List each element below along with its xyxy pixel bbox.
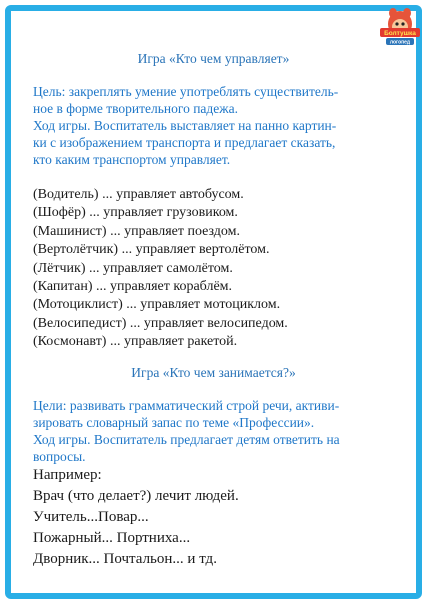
game1-goal-line: Цель: закреплять умение употреблять существитель- bbox=[33, 84, 339, 99]
game2-examples bbox=[33, 465, 403, 570]
game1-title: Игра «Кто чем управляет» bbox=[137, 51, 290, 66]
game2-title: Игра «Кто чем занимается?» bbox=[131, 365, 296, 380]
svg-text:логопед: логопед bbox=[389, 39, 411, 46]
game2-goal-line: Ход игры. Воспитатель предлагает детям ответить на bbox=[33, 432, 340, 447]
game2-goal bbox=[33, 397, 403, 465]
boltushka-logo bbox=[379, 4, 421, 48]
example-line: Например: bbox=[33, 467, 102, 483]
example-line: Пожарный... Портниха... bbox=[33, 530, 191, 546]
list-item: (Шофёр) ... управляет грузовиком. bbox=[33, 205, 238, 221]
list-item: (Космонавт) ... управляет ракетой. bbox=[33, 334, 238, 350]
game1-list bbox=[33, 186, 403, 352]
game1-goal-line: ки с изображением транспорта и предлагает сказать, bbox=[33, 135, 336, 150]
list-item: (Лётчик) ... управляет самолётом. bbox=[33, 260, 233, 276]
game2-goal-line: вопросы. bbox=[33, 449, 86, 464]
example-line: Учитель...Повар... bbox=[33, 509, 149, 525]
list-item: (Вертолётчик) ... управляет вертолётом. bbox=[33, 242, 270, 258]
game1-goal bbox=[33, 83, 403, 168]
list-item: (Велосипедист) ... управляет велосипедом. bbox=[33, 315, 288, 331]
game2-goal-line: зировать словарный запас по теме «Профессии». bbox=[33, 415, 315, 430]
svg-text:Болтушка: Болтушка bbox=[384, 30, 416, 37]
game2-goal-line: Цели: развивать грамматический строй речи, активи- bbox=[33, 398, 340, 413]
game1-goal-line: кто каким транспортом управляет. bbox=[33, 152, 231, 167]
list-item: (Машинист) ... управляет поездом. bbox=[33, 223, 241, 239]
list-item: (Мотоциклист) ... управляет мотоциклом. bbox=[33, 297, 281, 313]
list-item: (Водитель) ... управляет автобусом. bbox=[33, 187, 244, 202]
list-item: (Капитан) ... управляет кораблём. bbox=[33, 279, 233, 295]
example-line: Дворник... Почтальон... и тд. bbox=[33, 551, 217, 567]
game1-goal-line: Ход игры. Воспитатель выставляет на панно картин- bbox=[33, 118, 337, 133]
example-line: Врач (что делает?) лечит людей. bbox=[33, 488, 239, 504]
game1-goal-line: ное в форме творительного падежа. bbox=[33, 101, 238, 116]
